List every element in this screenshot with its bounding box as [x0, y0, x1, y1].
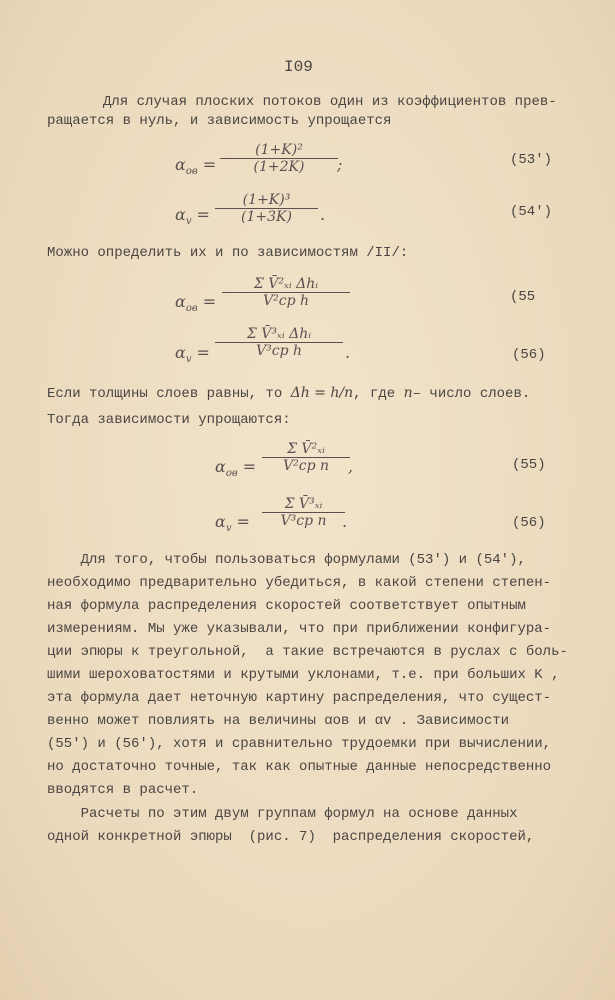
text-line: ращается в нуль, и зависимость упрощается — [47, 113, 392, 129]
text-line: шими шероховатостями и крутыми уклонами, т.е. при больших K , — [47, 667, 560, 683]
text-line: Тогда зависимости упрощаются: — [47, 412, 291, 428]
text-line: ная формула распределения скоростей соответствует опытным — [47, 598, 526, 614]
text-line: Для того, чтобы пользоваться формулами (53′) и (54′), — [47, 552, 526, 568]
scanned-page: I09 Для случая плоских потоков один из коэффициентов прев- ращается в нуль, и зависимость упрощается $\alpha_{ов}$ = $\frac{\text{(1+K)²}}{(1+2K)}$ ; (53′) $\alpha_v$ = $\frac{\text{(1+K)³}}{(1+3K)}$ . (54′) Можно определить их и по зависимостям /II/: $\alpha_{ов}$ = Σ V̄²ₓᵢ Δhᵢ V²ср h (55 $\alpha_v$ = Σ V̄³ₓᵢ Δhᵢ V³ср h . (56) Если толщины слоев равны, то Δh = h/n, где n– число слоев. Тогда зависимости упрощаются: $\alpha_{ов}$ = Σ V̄²ₓᵢ V²ср n , (55) $\alpha_v$ = Σ V̄³ₓᵢ V³ср n . (56) Для того, чтобы пользоваться формулами (53′) и (54′), необходимо предварительно убедиться, в какой степени степен- ная формула распределения скоростей соответствует опытным измерениям. Мы уже указывали, что при приближении конфигура- ции эпюры к треугольной, а такие встречаются в руслах с боль- шими шероховатостями и крутыми уклонами, т.е. при больших K , эта формула дает неточную картину распределения, что сущест- венно может повлиять на величины αов и αv . Зависимости (55′) и (56′), хотя и сравнительно трудоемки при вычислении, но достаточно точные, так как опытные данные непосредственно вводятся в расчет. Расчеты по этим двум группам формул на основе данных одной конкретной эпюры (рис. 7) распределения скоростей, — [0, 0, 615, 1000]
text-line: одной конкретной эпюры (рис. 7) распределения скоростей, — [47, 829, 535, 845]
text-line: ции эпюры к треугольной, а такие встречаются в руслах с боль- — [47, 644, 568, 660]
text-line-layers: Если толщины слоев равны, то Δh = h/n, где n– число слоев. — [47, 385, 531, 402]
text-line: эта формула дает неточную картину распределения, что сущест- — [47, 690, 552, 706]
text-line: (55′) и (56′), хотя и сравнительно трудоемки при вычислении, — [47, 736, 552, 752]
page-number: I09 — [284, 58, 313, 76]
text-line: Расчеты по этим двум группам формул на основе данных — [47, 806, 518, 822]
text-line: Можно определить их и по зависимостям /II/: — [47, 245, 409, 261]
text-line: венно может повлиять на величины αов и αv . Зависимости — [47, 713, 510, 729]
text-line: измерениям. Мы уже указывали, что при приближении конфигура- — [47, 621, 552, 637]
text-line: Для случая плоских потоков один из коэффициентов прев- — [103, 94, 557, 110]
text-line: вводятся в расчет. — [47, 782, 199, 798]
text-line: необходимо предварительно убедиться, в какой степени степен- — [47, 575, 552, 591]
text-line: но достаточно точные, так как опытные данные непосредственно — [47, 759, 552, 775]
